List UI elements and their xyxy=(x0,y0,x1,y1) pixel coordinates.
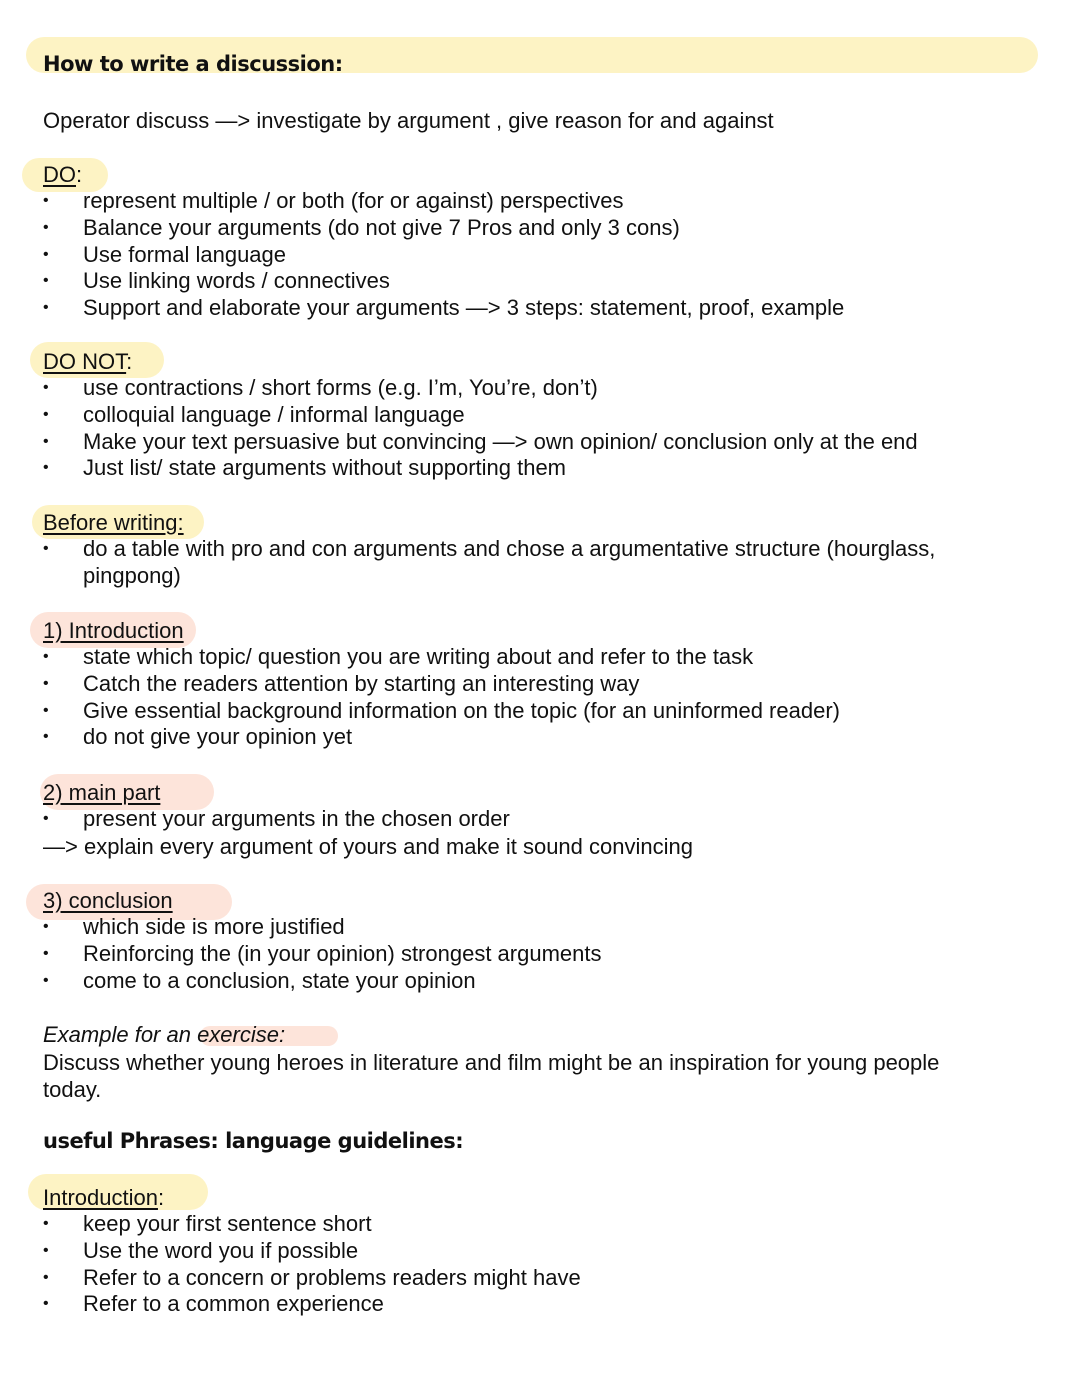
introduction-heading: 1) Introduction xyxy=(43,618,184,643)
do-heading-label: DO xyxy=(43,162,76,187)
do-heading: DO: xyxy=(43,162,83,187)
example-text-line-2: today. xyxy=(43,1077,102,1102)
phrases-intro-heading-label: Introduction xyxy=(43,1185,158,1210)
list-item: • present your arguments in the chosen order xyxy=(43,806,510,833)
list-item: • Balance your arguments (do not give 7 Pros and only 3 cons) xyxy=(43,215,844,242)
list-item: • state which topic/ question you are writing about and refer to the task xyxy=(43,644,840,671)
list-item: • represent multiple / or both (for or against) perspectives xyxy=(43,188,844,215)
before-writing-list xyxy=(43,536,1003,590)
phrases-intro-list xyxy=(43,1211,581,1318)
list-item: • Catch the readers attention by starting an interesting way xyxy=(43,671,840,698)
list-item: • use contractions / short forms (e.g. I’m, You’re, don’t) xyxy=(43,375,918,402)
list-item: • do a table with pro and con arguments and chose a argumentative structure (hourglass, pingpong) xyxy=(43,536,1003,590)
list-item: • Refer to a concern or problems readers might have xyxy=(43,1265,581,1292)
main-part-heading: 2) main part xyxy=(43,780,161,805)
list-item: • which side is more justified xyxy=(43,914,602,941)
main-part-note: —> explain every argument of yours and make it sound convincing xyxy=(43,834,693,859)
before-writing-heading: Before writing: xyxy=(43,510,184,535)
list-item: • Give essential background information on the topic (for an uninformed reader) xyxy=(43,698,840,725)
list-item: • Use the word you if possible xyxy=(43,1238,581,1265)
operator-line: Operator discuss —> investigate by argument , give reason for and against xyxy=(43,108,774,133)
conclusion-list xyxy=(43,914,602,994)
page-title: How to write a discussion: xyxy=(43,52,343,76)
phrases-intro-heading: Introduction: xyxy=(43,1185,165,1210)
example-heading: Example for an exercise: xyxy=(43,1022,286,1047)
list-item: • do not give your opinion yet xyxy=(43,724,840,751)
list-item: • Just list/ state arguments without supporting them xyxy=(43,455,918,482)
list-item: • Refer to a common experience xyxy=(43,1291,581,1318)
conclusion-heading: 3) conclusion xyxy=(43,888,173,913)
useful-phrases-title: useful Phrases: language guidelines: xyxy=(43,1129,464,1153)
example-text-line-1: Discuss whether young heroes in literature and film might be an inspiration for young people xyxy=(43,1050,940,1075)
list-item: • come to a conclusion, state your opinion xyxy=(43,968,602,995)
list-item: • Use formal language xyxy=(43,242,844,269)
do-not-heading-label: DO NOT xyxy=(43,349,127,374)
do-list xyxy=(43,188,844,322)
main-part-list xyxy=(43,806,510,833)
introduction-list xyxy=(43,644,840,751)
list-item: • Use linking words / connectives xyxy=(43,268,844,295)
do-not-heading: DO NOT: xyxy=(43,349,133,374)
list-item: • Make your text persuasive but convincing —> own opinion/ conclusion only at the end xyxy=(43,429,918,456)
list-item: • Support and elaborate your arguments —> 3 steps: statement, proof, example xyxy=(43,295,844,322)
do-not-list xyxy=(43,375,918,482)
list-item: • keep your first sentence short xyxy=(43,1211,581,1238)
list-item: • colloquial language / informal language xyxy=(43,402,918,429)
list-item: • Reinforcing the (in your opinion) strongest arguments xyxy=(43,941,602,968)
